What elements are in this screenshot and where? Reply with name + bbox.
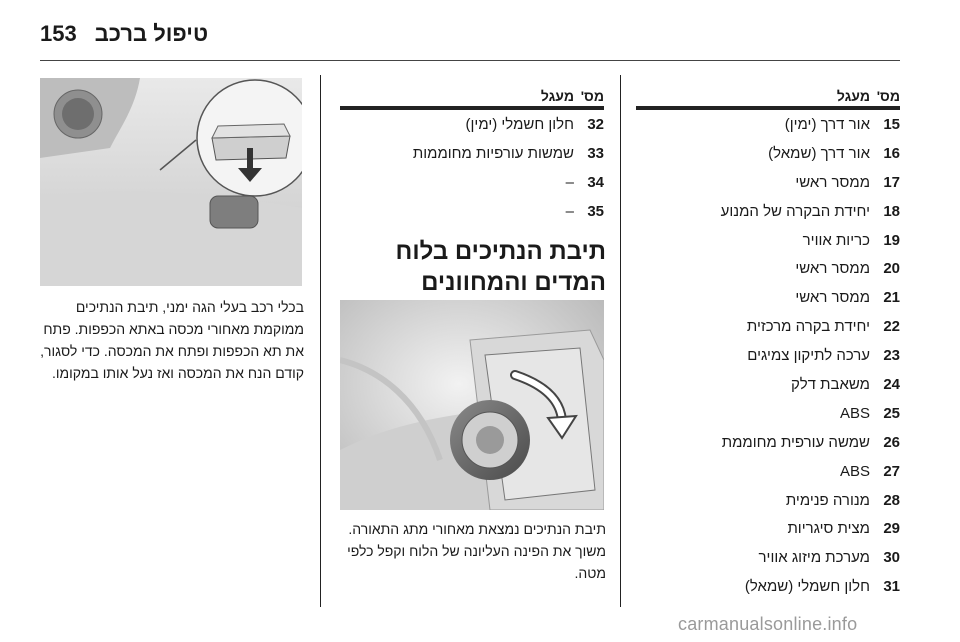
fuse-row	[636, 572, 900, 601]
page-title: טיפול ברכב	[94, 21, 209, 46]
fuse-number: 23	[883, 347, 900, 365]
fuse-circuit: אור דרך (שמאל)	[768, 144, 870, 162]
fuse-row	[636, 399, 900, 428]
page-number: 153	[40, 21, 77, 46]
fuse-number: 18	[883, 202, 900, 220]
fuse-row	[636, 370, 900, 399]
fuse-number: 20	[883, 260, 900, 278]
fuse-row	[636, 457, 900, 486]
fuse-row	[636, 139, 900, 168]
fuse-number: 15	[883, 115, 900, 133]
fuse-circuit: ערכה לתיקון צמיגים	[747, 347, 870, 365]
glovebox-illustration	[40, 78, 302, 286]
fuse-row	[636, 226, 900, 255]
fuse-number: 27	[883, 462, 900, 480]
fuse-number: 33	[587, 144, 604, 162]
fuse-number: 25	[883, 404, 900, 422]
fuse-circuit: חלון חשמלי (שמאל)	[744, 578, 870, 596]
fuse-number: 22	[883, 318, 900, 336]
fuse-row	[636, 312, 900, 341]
fuse-row	[636, 486, 900, 515]
fuse-table-middle	[340, 78, 604, 226]
fuse-circuit: שמשה עורפית מחוממת	[721, 433, 870, 451]
fuse-number: 26	[883, 433, 900, 451]
fuse-row	[340, 168, 604, 197]
fuse-number: 28	[883, 491, 900, 509]
fuse-row	[636, 543, 900, 572]
header-divider	[40, 60, 900, 61]
col-number-header: מס'	[876, 88, 900, 104]
site-watermark: carmanualsonline.info	[678, 614, 858, 634]
fuse-number: 24	[883, 375, 900, 393]
glovebox-photo	[40, 78, 302, 286]
fuse-circuit: כריות אוויר	[802, 231, 870, 249]
fuse-row	[636, 341, 900, 370]
fuse-circuit: חלון חשמלי (ימין)	[465, 115, 574, 133]
column-divider-left	[320, 75, 321, 607]
fuse-row	[340, 110, 604, 139]
fuse-table-header	[340, 78, 604, 110]
fuse-row	[636, 110, 900, 139]
fuse-row	[636, 254, 900, 283]
fuse-panel-photo	[340, 300, 604, 510]
fuse-circuit: –	[565, 202, 574, 220]
fuse-circuit: ABS	[839, 462, 870, 480]
fuse-circuit: יחידת הבקרה של המנוע	[720, 202, 870, 220]
fuse-circuit: ממסר ראשי	[795, 289, 870, 307]
fuse-number: 21	[883, 289, 900, 307]
fuse-panel-caption: תיבת הנתיכים נמצאת מאחורי מתג התאורה. משוך את הפינה העליונה של הלוח וקפל כלפי מטה.	[347, 521, 606, 581]
fuse-number: 29	[883, 520, 900, 538]
fuse-number: 19	[883, 231, 900, 249]
fuse-table-right	[636, 78, 900, 601]
section-heading: תיבת הנתיכים בלוח המדים והמחוונים	[395, 238, 606, 296]
fuse-table-header	[636, 78, 900, 110]
glovebox-caption: בכלי רכב בעלי הגה ימני, תיבת הנתיכים ממוקמת מאחורי מכסה באתא הכפפות. פתח את תא הכפפות ופתח את המכסה. כדי לסגור, קודם הנח את המכסה ואז נעל אותו במקומו.	[40, 299, 304, 381]
fuse-row	[636, 197, 900, 226]
fuse-row	[636, 283, 900, 312]
fuse-row	[636, 428, 900, 457]
fuse-number: 30	[883, 549, 900, 567]
fuse-circuit: ממסר ראשי	[795, 260, 870, 278]
fuse-circuit: מצית סיגריות	[787, 520, 870, 538]
fuse-row	[340, 197, 604, 226]
fuse-row	[636, 168, 900, 197]
fuse-circuit: ABS	[839, 404, 870, 422]
fuse-row	[340, 139, 604, 168]
column-divider-right	[620, 75, 621, 607]
col-circuit-header: מעגל	[540, 88, 574, 104]
fuse-number: 34	[587, 173, 604, 191]
page-header	[40, 18, 900, 50]
fuse-circuit: ממסר ראשי	[795, 173, 870, 191]
col-number-header: מס'	[580, 88, 604, 104]
col-circuit-header: מעגל	[836, 88, 870, 104]
fuse-panel-illustration	[340, 300, 604, 510]
fuse-circuit: משאבת דלק	[791, 375, 870, 393]
fuse-circuit: יחידת בקרה מרכזית	[746, 318, 870, 336]
fuse-number: 32	[587, 115, 604, 133]
fuse-circuit: מנורה פנימית	[785, 491, 870, 509]
fuse-number: 35	[587, 202, 604, 220]
fuse-circuit: מערכת מיזוג אוויר	[758, 549, 870, 567]
fuse-circuit: שמשות עורפיות מחוממות	[412, 144, 574, 162]
fuse-circuit: –	[565, 173, 574, 191]
fuse-number: 31	[883, 578, 900, 596]
fuse-circuit: אור דרך (ימין)	[784, 115, 870, 133]
fuse-number: 17	[883, 173, 900, 191]
fuse-row	[636, 514, 900, 543]
fuse-number: 16	[883, 144, 900, 162]
